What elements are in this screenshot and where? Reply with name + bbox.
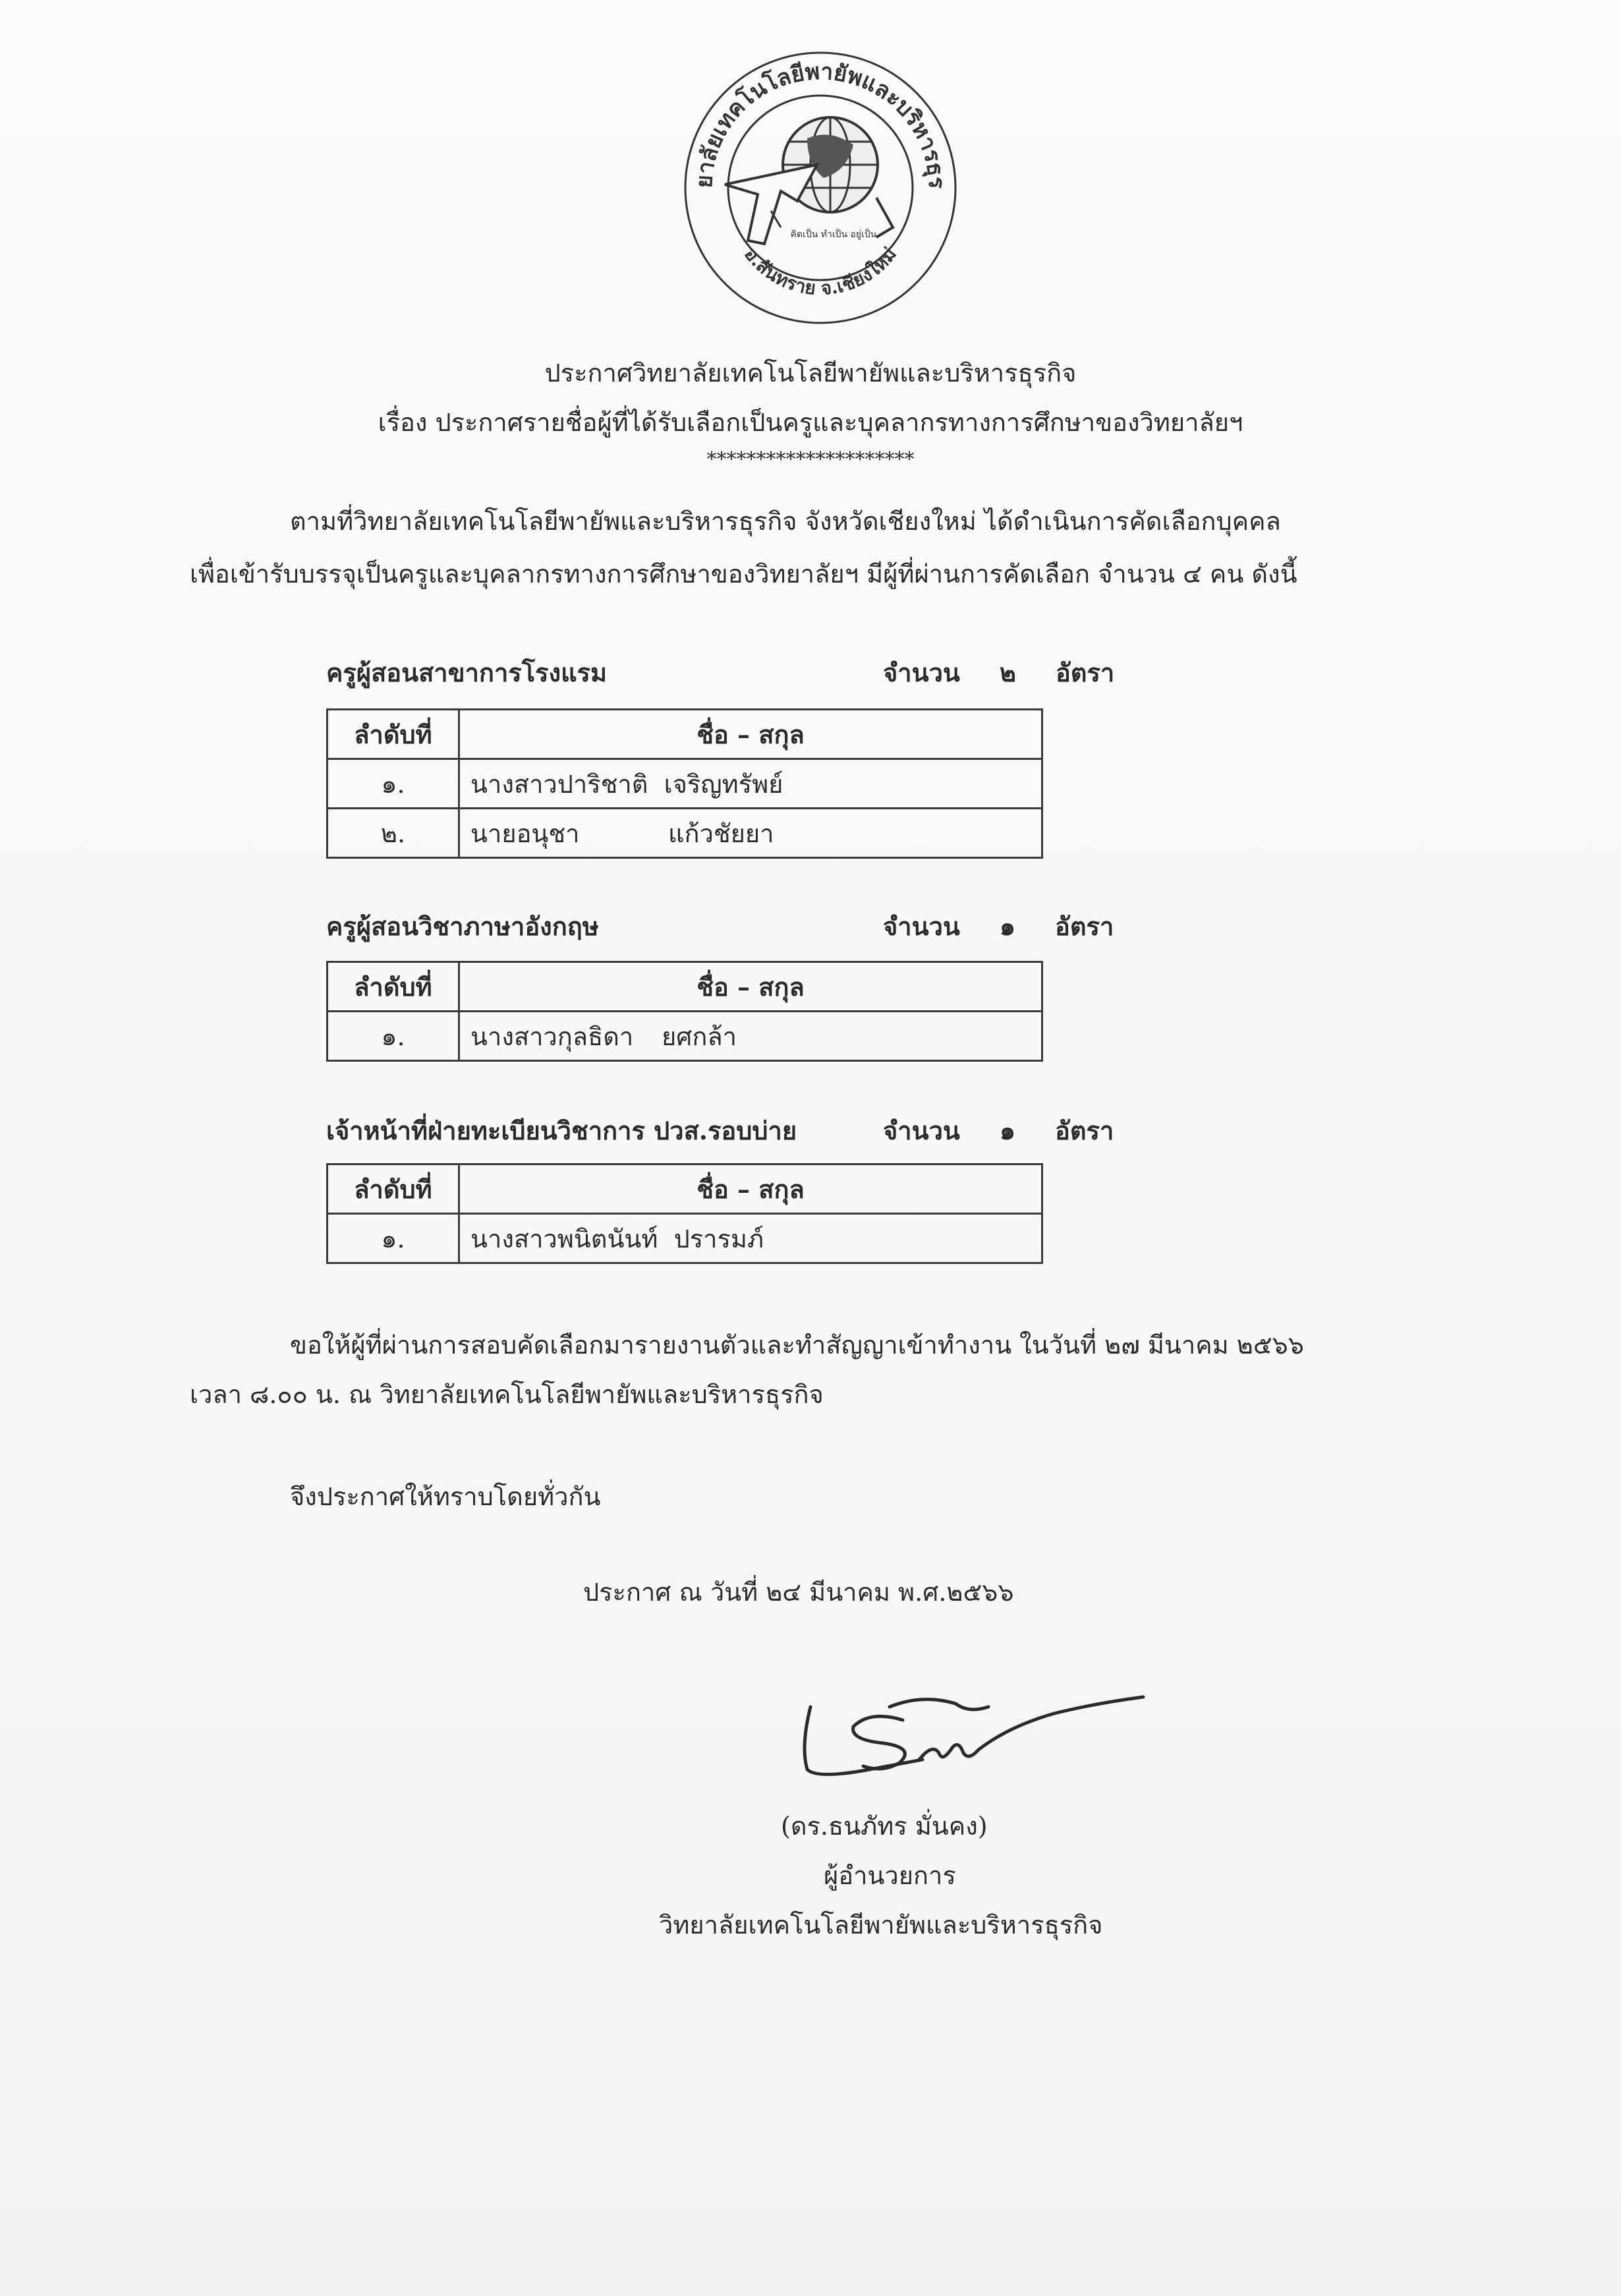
position-1-table xyxy=(326,708,1043,859)
table-header xyxy=(327,710,1042,759)
position-3-count: จำนวน ๑ อัตรา xyxy=(883,1116,1114,1145)
svg-text:อ.สันทราย จ.เชียงใหม่ xyxy=(740,243,901,299)
signature xyxy=(791,1687,1160,1795)
column-name: ชื่อ – สกุล xyxy=(459,710,1042,759)
position-3-table xyxy=(326,1163,1043,1264)
signatory-organization: วิทยาลัยเทคโนโลยีพายัพและบริหารธุรกิจ xyxy=(659,1910,1103,1939)
column-order: ลำดับที่ xyxy=(327,1164,459,1214)
closing-line-2: เวลา ๘.๐๐ น. ณ วิทยาลัยเทคโนโลยีพายัพและบริหารธุรกิจ xyxy=(190,1380,824,1409)
row-name: นางสาวพนิตนันท์ ปรารมภ์ xyxy=(459,1214,1042,1263)
signatory-position: ผู้อำนวยการ xyxy=(824,1861,956,1890)
position-2-count: จำนวน ๑ อัตรา xyxy=(883,911,1114,941)
position-1-count: จำนวน ๒ อัตรา xyxy=(883,658,1115,687)
row-name: นางสาวกุลธิดา ยศกล้า xyxy=(459,1012,1042,1061)
announcement-title: ประกาศวิทยาลัยเทคโนโลยีพายัพและบริหารธุรกิจ xyxy=(544,359,1077,387)
row-order: ๑. xyxy=(327,1012,459,1061)
seal-top-text: ยาลัยเทคโนโลยีพายัพและบริหารธุร xyxy=(691,58,950,190)
position-1-title: ครูผู้สอนสาขาการโรงแรม xyxy=(326,658,608,687)
position-2-table xyxy=(326,961,1043,1062)
table-header xyxy=(327,962,1042,1012)
table-row xyxy=(327,809,1042,858)
heading-divider: ********************* xyxy=(706,448,915,471)
position-2-title: ครูผู้สอนวิชาภาษาอังกฤษ xyxy=(326,911,599,941)
signatory-name: (ดร.ธนภัทร มั่นคง) xyxy=(781,1812,988,1841)
column-name: ชื่อ – สกุล xyxy=(459,1164,1042,1214)
intro-line-1: ตามที่วิทยาลัยเทคโนโลยีพายัพและบริหารธุรกิจ จังหวัดเชียงใหม่ ได้ดำเนินการคัดเลือกบุคคล xyxy=(290,507,1281,536)
college-seal xyxy=(666,46,975,330)
closing-line-3: จึงประกาศให้ทราบโดยทั่วกัน xyxy=(290,1482,601,1511)
intro-line-2: เพื่อเข้ารับบรรจุเป็นครูและบุคลากรทางการศึกษาของวิทยาลัยฯ มีผู้ที่ผ่านการคัดเลือก จำนวน ๔ คน ดังนี้ xyxy=(190,560,1297,588)
table-header xyxy=(327,1164,1042,1214)
row-name: นางสาวปาริชาติ เจริญทรัพย์ xyxy=(459,759,1042,809)
position-3-title: เจ้าหน้าที่ฝ่ายทะเบียนวิชาการ ปวส.รอบบ่าย xyxy=(326,1116,797,1145)
seal-bottom-text: อ.สันทราย จ.เชียงใหม่ xyxy=(740,243,901,300)
table-row xyxy=(327,1012,1042,1061)
column-order: ลำดับที่ xyxy=(327,710,459,759)
table-row xyxy=(327,1214,1042,1263)
announcement-date: ประกาศ ณ วันที่ ๒๔ มีนาคม พ.ศ.๒๕๖๖ xyxy=(583,1578,1014,1607)
row-name: นายอนุชา แก้วชัยยา xyxy=(459,809,1042,858)
column-order: ลำดับที่ xyxy=(327,962,459,1012)
row-order: ๑. xyxy=(327,759,459,809)
seal-motto: คิดเป็น ทำเป็น อยู่เป็น xyxy=(790,229,877,240)
row-order: ๑. xyxy=(327,1214,459,1263)
column-name: ชื่อ – สกุล xyxy=(459,962,1042,1012)
table-row xyxy=(327,759,1042,809)
row-order: ๒. xyxy=(327,809,459,858)
closing-line-1: ขอให้ผู้ที่ผ่านการสอบคัดเลือกมารายงานตัวและทำสัญญาเข้าทำงาน ในวันที่ ๒๗ มีนาคม ๒๕๖๖ xyxy=(290,1331,1304,1360)
announcement-subject: เรื่อง ประกาศรายชื่อผู้ที่ได้รับเลือกเป็นครูและบุคลากรทางการศึกษาของวิทยาลัยฯ xyxy=(378,408,1243,437)
